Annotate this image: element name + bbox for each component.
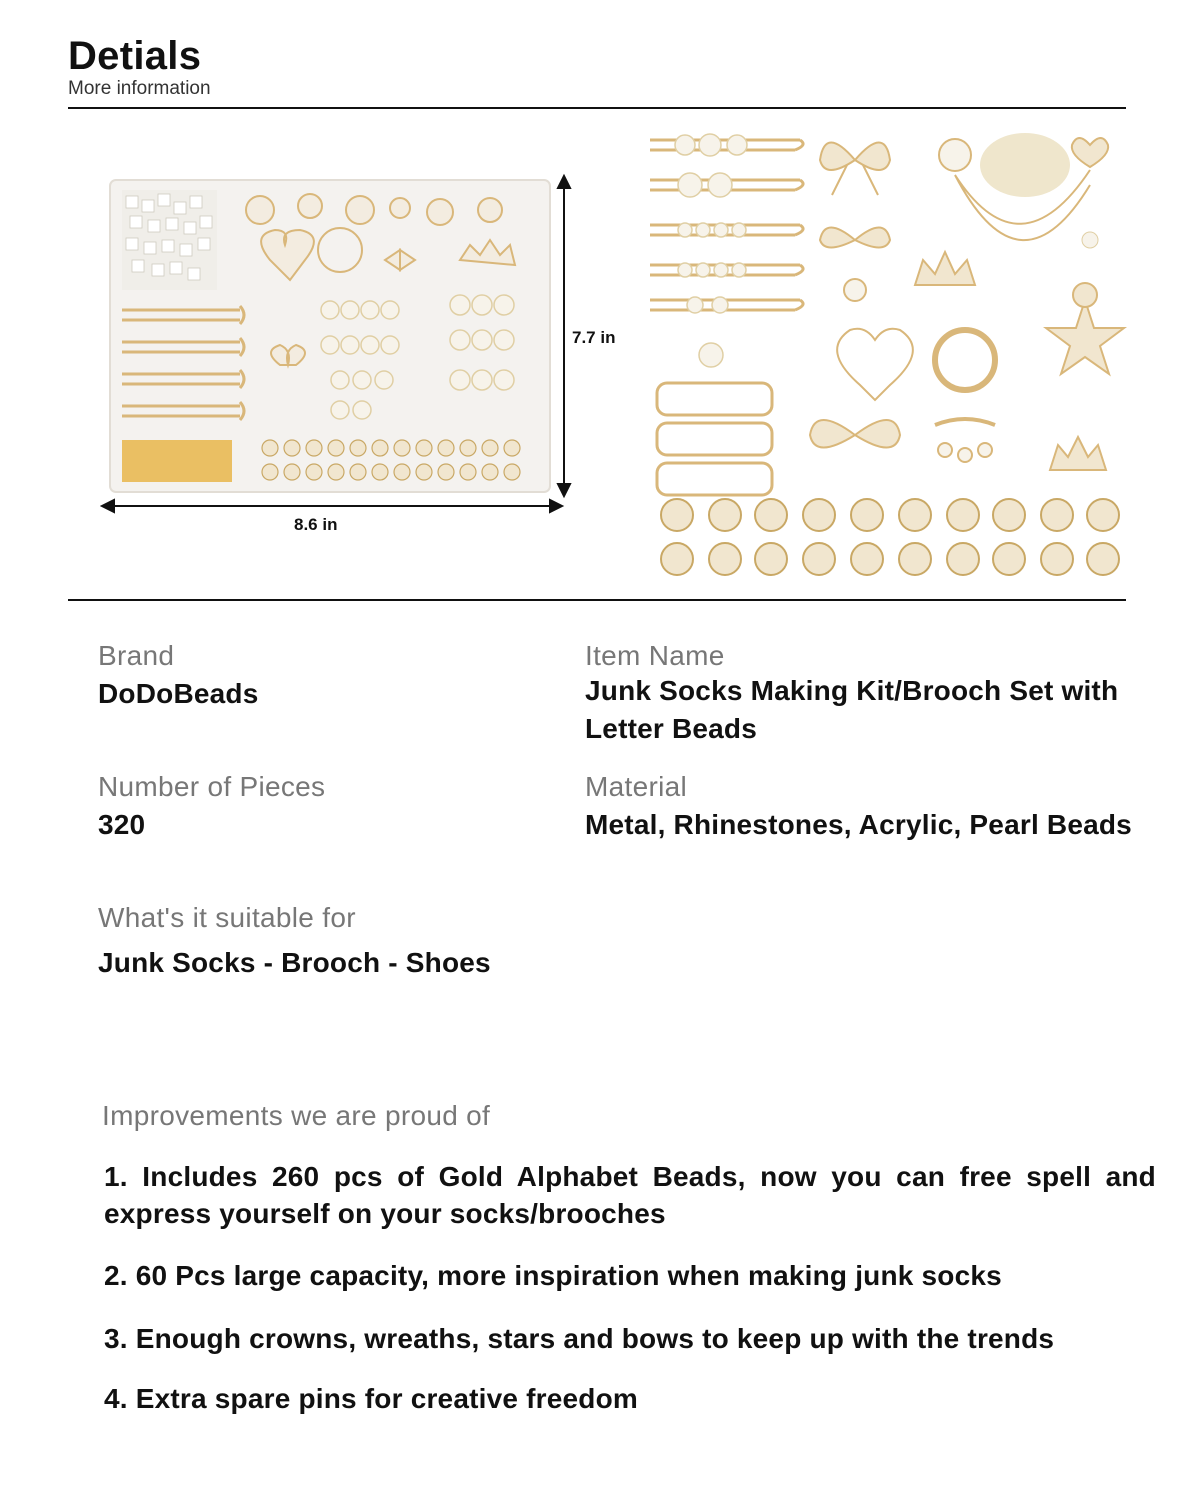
material-value: Metal, Rhinestones, Acrylic, Pearl Beads — [585, 809, 1132, 840]
item-name-value: Junk Socks Making Kit/Brooch Set with Letter Beads — [585, 675, 1119, 744]
box-width-label: 8.6 in — [294, 515, 338, 534]
bow-brooches — [810, 143, 900, 448]
brand-label: Brand — [98, 640, 175, 671]
button-charm-rows — [661, 499, 1119, 575]
improvement-item: 3. Enough crowns, wreaths, stars and bows to keep up with the trends — [104, 1323, 1055, 1354]
chain-brooch-and-beads — [939, 133, 1108, 248]
alphabet-beads-compartment — [122, 190, 217, 290]
item-name-label: Item Name — [585, 640, 725, 671]
brand-value: DoDoBeads — [98, 678, 259, 709]
improvement-item: 1. Includes 260 pcs of Gold Alphabet Beads, now you can free spell and express yourself on your socks/brooches — [104, 1161, 1156, 1229]
page-subtitle: More information — [68, 78, 211, 99]
improvement-item: 2. 60 Pcs large capacity, more inspiration when making junk socks — [104, 1260, 1002, 1291]
product-contents-image — [645, 125, 1135, 585]
gold-pin-stack — [657, 383, 772, 495]
page-title: Detials — [68, 34, 202, 78]
suitable-label: What's it suitable for — [98, 902, 356, 933]
top-divider — [68, 107, 1126, 109]
bottom-divider — [68, 599, 1126, 601]
suitable-value: Junk Socks - Brooch - Shoes — [98, 947, 491, 978]
pieces-value: 320 — [98, 809, 146, 840]
material-label: Material — [585, 771, 687, 802]
pieces-label: Number of Pieces — [98, 771, 326, 802]
box-height-label: 7.7 in — [572, 328, 616, 347]
product-box-image — [100, 170, 640, 540]
improvement-item: 4. Extra spare pins for creative freedom — [104, 1383, 638, 1414]
improvements-heading: Improvements we are proud of — [102, 1100, 491, 1131]
gold-small-pins — [122, 440, 232, 482]
